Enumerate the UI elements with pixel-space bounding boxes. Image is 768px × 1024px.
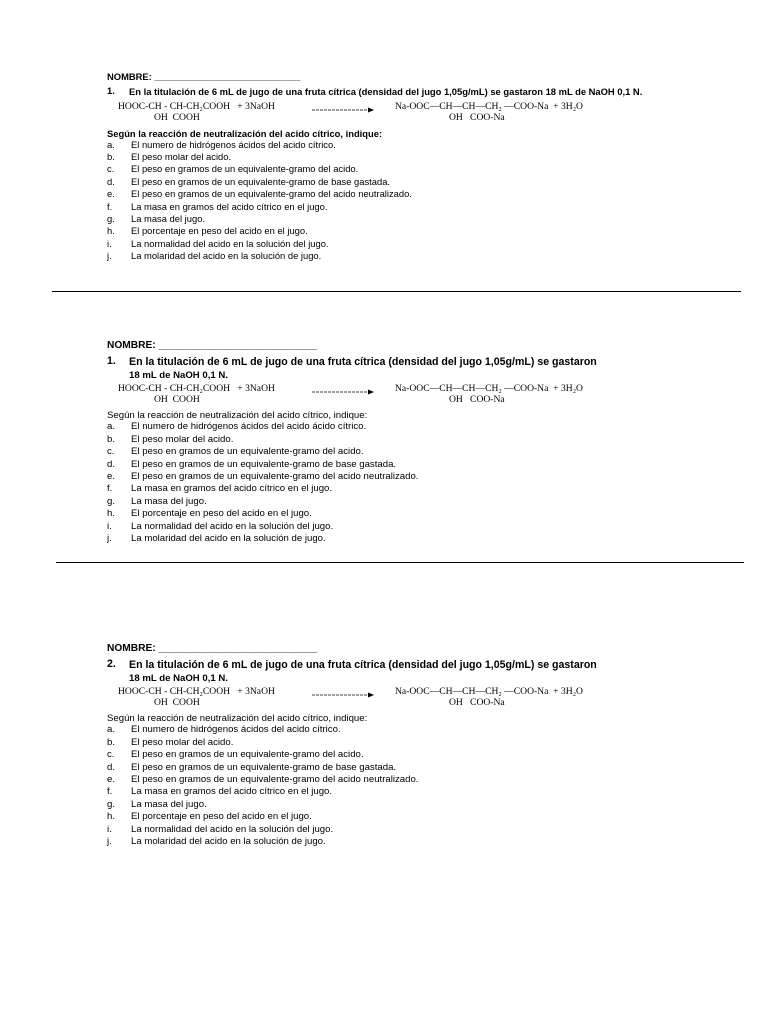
question-list	[107, 139, 667, 263]
list-item	[107, 737, 667, 749]
list-item	[107, 225, 667, 237]
list-item	[107, 238, 667, 250]
list-item	[107, 213, 667, 225]
item-text: El peso molar del acido.	[131, 151, 232, 163]
list-item	[107, 139, 667, 151]
list-item	[107, 749, 667, 761]
instructions-text: Según la reacción de neutralización del acido cítrico, indique:	[107, 713, 368, 725]
instructions-text: Según la reacción de neutralización del acido cítrico, indique:	[107, 127, 383, 139]
item-text: El peso en gramos de un equivalente-gramo del acido neutralizado.	[131, 188, 412, 200]
item-text: La normalidad del acido en la solución del jugo.	[131, 237, 329, 249]
item-label: g.	[107, 213, 115, 225]
question-list	[107, 724, 667, 848]
item-label: j.	[107, 533, 112, 545]
list-item	[107, 496, 667, 508]
item-text: La masa en gramos del acido cítrico en el jugo.	[131, 200, 328, 212]
products-substituents: OH COO-Na	[449, 697, 505, 709]
name-field-label: NOMBRE: ____________________________	[107, 643, 318, 654]
item-text: El numero de hidrógenos ácidos del acido ácido cítrico.	[131, 421, 367, 433]
list-item	[107, 201, 667, 213]
chemical-reaction	[107, 383, 667, 410]
list-item	[107, 824, 667, 836]
item-label: g.	[107, 798, 116, 810]
problem-text-line-1: En la titulación de 6 mL de jugo de una fruta cítrica (densidad del jugo 1,05g/mL) se gastaron	[129, 356, 597, 368]
item-label: e.	[107, 470, 116, 482]
list-item	[107, 446, 667, 458]
item-label: c.	[107, 749, 115, 761]
list-item	[107, 533, 667, 545]
reaction-arrow-icon	[312, 107, 374, 113]
item-label: c.	[107, 446, 115, 458]
list-item	[107, 521, 667, 533]
problem-number: 1.	[107, 85, 115, 96]
item-text: El peso en gramos de un equivalente-gramo del acido neutralizado.	[131, 773, 419, 785]
item-text: El porcentaje en peso del acido en el jugo.	[131, 225, 308, 237]
list-item	[107, 250, 667, 262]
item-text: La masa en gramos del acido cítrico en el jugo.	[131, 483, 333, 495]
products-substituents: OH COO-Na	[449, 394, 505, 406]
item-label: e.	[107, 773, 116, 785]
problem-statement	[107, 355, 667, 370]
item-text: El peso en gramos de un equivalente-gramo del acido neutralizado.	[131, 470, 419, 482]
list-item	[107, 151, 667, 163]
problem-statement	[107, 85, 667, 99]
exercise-block-1	[107, 71, 667, 263]
item-text: La masa del jugo.	[131, 495, 207, 507]
item-label: b.	[107, 433, 116, 445]
list-item	[107, 836, 667, 848]
reactants-substituents: OH COOH	[154, 697, 200, 709]
item-label: h.	[107, 225, 115, 237]
list-item	[107, 724, 667, 736]
item-text: El peso molar del acido.	[131, 736, 234, 748]
item-label: j.	[107, 250, 112, 262]
list-item	[107, 471, 667, 483]
name-field-label: NOMBRE: ____________________________	[107, 71, 301, 82]
separator-line	[56, 562, 744, 563]
item-text: El porcentaje en peso del acido en el jugo.	[131, 811, 312, 823]
item-text: La normalidad del acido en la solución del jugo.	[131, 520, 334, 532]
reactants-formula: HOOC-CH - CH-CH₂COOH + 3NaOH	[118, 100, 275, 112]
list-item	[107, 811, 667, 823]
list-item	[107, 163, 667, 175]
item-text: La masa del jugo.	[131, 798, 207, 810]
item-label: d.	[107, 175, 115, 187]
reactants-formula: HOOC-CH - CH-CH₂COOH + 3NaOH	[118, 686, 275, 698]
instructions-text: Según la reacción de neutralización del acido cítrico, indique:	[107, 410, 368, 422]
problem-number: 1.	[107, 355, 116, 367]
item-label: i.	[107, 520, 112, 532]
exercise-block-3	[107, 643, 667, 848]
item-text: El numero de hidrógenos ácidos del acido cítrico.	[131, 138, 336, 150]
item-label: h.	[107, 508, 116, 520]
name-field-label: NOMBRE: ____________________________	[107, 340, 318, 351]
question-list	[107, 421, 667, 545]
problem-text-line-2: 18 mL de NaOH 0,1 N.	[129, 370, 228, 382]
item-label: d.	[107, 761, 116, 773]
reactants-formula: HOOC-CH - CH-CH₂COOH + 3NaOH	[118, 383, 275, 395]
item-label: f.	[107, 786, 113, 798]
reactants-substituents: OH COOH	[154, 111, 200, 123]
item-text: La normalidad del acido en la solución del jugo.	[131, 823, 334, 835]
item-text: El peso en gramos de un equivalente-gramo de base gastada.	[131, 175, 391, 187]
item-text: El peso molar del acido.	[131, 433, 234, 445]
problem-text-line-1: En la titulación de 6 mL de jugo de una fruta cítrica (densidad del jugo 1,05g/mL) se gastaron	[129, 659, 597, 671]
item-text: El peso en gramos de un equivalente-gramo de base gastada.	[131, 458, 397, 470]
item-text: El numero de hidrógenos ácidos del acido cítrico.	[131, 724, 341, 736]
list-item	[107, 421, 667, 433]
item-label: a.	[107, 724, 116, 736]
list-item	[107, 508, 667, 520]
products-formula: Na-OOC—CH—CH—CH₂ —COO-Na + 3H₂O	[395, 686, 583, 698]
item-text: El peso en gramos de un equivalente-gramo del acido.	[131, 749, 364, 761]
problem-statement	[107, 658, 667, 673]
reactants-substituents: OH COOH	[154, 394, 200, 406]
item-label: f.	[107, 483, 113, 495]
problem-text: En la titulación de 6 mL de jugo de una fruta cítrica (densidad del jugo 1,05g/mL) se gastaron 18 mL de NaOH 0,1 N.	[129, 86, 643, 97]
item-label: g.	[107, 495, 116, 507]
item-label: i.	[107, 237, 112, 249]
products-formula: Na-OOC—CH—CH—CH₂ —COO-Na + 3H₂O	[395, 100, 583, 112]
item-text: El peso en gramos de un equivalente-gramo del acido.	[131, 163, 359, 175]
problem-text-line-2: 18 mL de NaOH 0,1 N.	[129, 673, 228, 685]
item-label: i.	[107, 823, 112, 835]
separator-line	[52, 291, 741, 292]
list-item	[107, 799, 667, 811]
list-item	[107, 176, 667, 188]
item-text: El porcentaje en peso del acido en el jugo.	[131, 508, 312, 520]
list-item	[107, 762, 667, 774]
chemical-reaction	[107, 686, 667, 713]
products-substituents: OH COO-Na	[449, 111, 505, 123]
list-item	[107, 434, 667, 446]
item-label: c.	[107, 163, 115, 175]
item-label: h.	[107, 811, 116, 823]
item-text: La molaridad del acido en la solución de jugo.	[131, 836, 326, 848]
item-label: a.	[107, 421, 116, 433]
item-text: La molaridad del acido en la solución de jugo.	[131, 533, 326, 545]
products-formula: Na-OOC—CH—CH—CH₂ —COO-Na + 3H₂O	[395, 383, 583, 395]
item-label: b.	[107, 736, 116, 748]
list-item	[107, 786, 667, 798]
item-label: d.	[107, 458, 116, 470]
list-item	[107, 188, 667, 200]
item-label: j.	[107, 836, 112, 848]
reaction-arrow-icon	[312, 389, 374, 395]
item-text: La masa en gramos del acido cítrico en el jugo.	[131, 786, 333, 798]
item-label: e.	[107, 188, 115, 200]
list-item	[107, 459, 667, 471]
item-label: f.	[107, 200, 113, 212]
exercise-block-2	[107, 340, 667, 545]
chemical-reaction	[107, 101, 667, 128]
reaction-arrow-icon	[312, 692, 374, 698]
item-text: El peso en gramos de un equivalente-gramo del acido.	[131, 446, 364, 458]
problem-number: 2.	[107, 658, 116, 670]
list-item	[107, 483, 667, 495]
item-text: La masa del jugo.	[131, 213, 206, 225]
list-item	[107, 774, 667, 786]
item-text: El peso en gramos de un equivalente-gramo de base gastada.	[131, 761, 397, 773]
item-text: La molaridad del acido en la solución de jugo.	[131, 250, 322, 262]
item-label: b.	[107, 151, 115, 163]
item-label: a.	[107, 138, 115, 150]
